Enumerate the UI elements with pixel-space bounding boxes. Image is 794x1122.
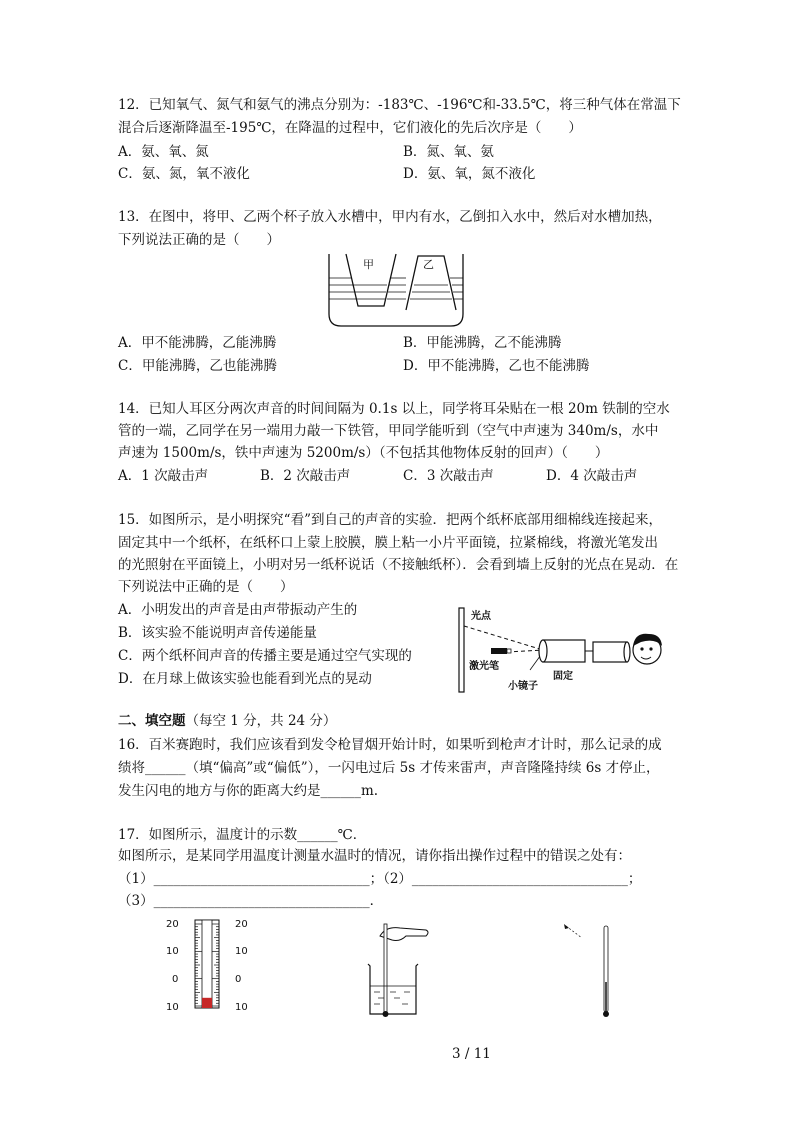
scale-label-10-left: 10 [166, 946, 179, 957]
q13-option-c: C．甲能沸腾，乙也能沸腾 [118, 358, 277, 374]
q15-option-d: D．在月球上做该实验也能看到光点的晃动 [118, 671, 372, 687]
cup-label-jia: 甲 [363, 258, 374, 271]
q13-water-tank-figure [326, 252, 466, 328]
q17-stem-line1: 17．如图所示，温度计的示数______℃． [118, 827, 367, 843]
scale-label-10-right: 10 [235, 946, 248, 957]
q14-option-b: B．2 次敲击声 [260, 468, 351, 484]
beaker-thermometer-figure [360, 918, 440, 1018]
q13-option-b: B．甲能沸腾，乙不能沸腾 [403, 335, 562, 351]
figure-label-light-spot: 光点 [471, 611, 491, 622]
scale-label-neg10-left: 10 [166, 1002, 179, 1013]
scale-label-20-left: 20 [166, 919, 179, 930]
scale-label-neg10-right: 10 [235, 1002, 248, 1013]
section-note: （每空 1 分，共 24 分） [185, 713, 337, 729]
scale-label-0-left: 0 [172, 974, 179, 985]
scale-label-20-right: 20 [235, 919, 248, 930]
q14-option-a: A．1 次敲击声 [118, 468, 209, 484]
q17-stem-line2: 如图所示，是某同学用温度计测量水温时的情况，请你指出操作过程中的错误之处有： [118, 848, 631, 864]
q15-stem-line1: 15．如图所示，是小明探究“看”到自己的声音的实验．把两个纸杯底部用细棉线连接起来， [118, 512, 662, 528]
q15-option-b: B．该实验不能说明声音传递能量 [118, 625, 317, 641]
q14-stem-line3: 声速为 1500m/s，铁中声速为 5200m/s）（不包括其他物体反射的回声）（ ） [118, 445, 609, 461]
q12-option-d: D．氨、氧，氮不液化 [403, 166, 536, 182]
figure-label-laser-pen: 激光笔 [469, 661, 499, 672]
q16-stem-line1: 16．百米赛跑时，我们应该看到发令枪冒烟开始计时，如果听到枪声才计时，那么记录的成 [118, 737, 662, 753]
q13-stem-line2: 下列说法正确的是（ ） [118, 232, 280, 248]
q15-stem-line4: 下列说法中正确的是（ ） [118, 579, 294, 595]
figure-label-small-mirror: 小镜子 [508, 681, 538, 692]
tilted-thermometer-figure [560, 922, 620, 1022]
q14-stem-line2: 管的一端，乙同学在另一端用力敲一下铁管，甲同学能听到（空气中声速为 340m/s，水中 [118, 423, 659, 439]
q16-stem-line2: 绩将______（填“偏高”或“偏低”），一闪电过后 5s 才传来雷声，声音隆隆持续 6s 才停止， [118, 760, 660, 776]
q12-stem-line1: 12．已知氧气、氮气和氨气的沸点分别为：-183℃、-196℃和-33.5℃，将三种气体在常温下 [118, 97, 681, 113]
q15-option-c: C．两个纸杯间声音的传播主要是通过空气实现的 [118, 648, 412, 664]
q14-option-c: C．3 次敲击声 [403, 468, 494, 484]
thermometer-liquid-column [202, 998, 212, 1008]
q13-option-d: D．甲不能沸腾，乙也不能沸腾 [403, 358, 590, 374]
cup-label-yi: 乙 [423, 258, 434, 271]
section-title: 二、填空题 [118, 713, 186, 729]
q14-option-d: D．4 次敲击声 [546, 468, 638, 484]
q13-stem-line1: 13．在图中，将甲、乙两个杯子放入水槽中，甲内有水，乙倒扣入水中，然后对水槽加热， [118, 209, 662, 225]
page-number: 3 / 11 [452, 1046, 491, 1062]
q12-option-a: A．氨、氧、氮 [118, 144, 209, 160]
q15-stem-line3: 的光照射在平面镜上，小明对另一纸杯说话（不接触纸杯）．会看到墙上反射的光点在晃动．在 [118, 557, 679, 573]
q14-stem-line1: 14．已知人耳区分两次声音的时间间隔为 0.1s 以上，同学将耳朵贴在一根 20m 铁制的空水 [118, 401, 670, 417]
figure-label-fixed: 固定 [553, 671, 573, 682]
q17-blanks-line1: （1）________________________________；（2）________________________________； [118, 871, 642, 887]
q12-stem-line2: 混合后逐渐降温至-195℃，在降温的过程中，它们液化的先后次序是（ ） [118, 120, 582, 136]
q15-option-a: A．小明发出的声音是由声带振动产生的 [118, 602, 358, 618]
section-heading [118, 711, 336, 731]
q15-stem-line2: 固定其中一个纸杯，在纸杯口上蒙上胶膜，膜上粘一小片平面镜，拉紧棉线，将激光笔发出 [118, 535, 658, 551]
q16-stem-line3: 发生闪电的地方与你的距离大约是______m. [118, 783, 379, 799]
scale-label-0-right: 0 [235, 974, 242, 985]
q12-option-b: B．氮、氧、氨 [403, 144, 494, 160]
q12-option-c: C．氨、氮，氧不液化 [118, 166, 250, 182]
q17-blanks-line2: （3）________________________________． [118, 893, 384, 909]
q13-option-a: A．甲不能沸腾，乙能沸腾 [118, 335, 277, 351]
thermometer-scale-figure [160, 918, 260, 1014]
